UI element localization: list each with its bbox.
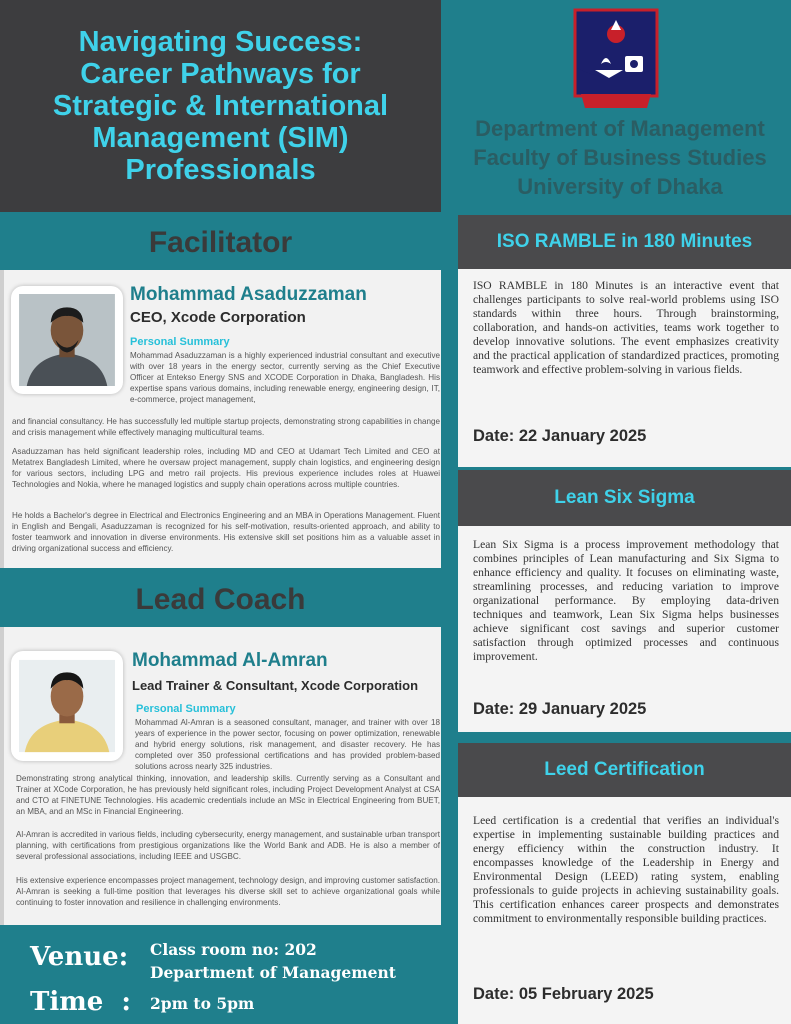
facilitator-summary-p3: He holds a Bachelor's degree in Electrical and Electronics Engineering and an MBA in Operations Management. Fluent in English and Bengali, Asaduzzaman is recognized for his self-motivation, results-oriented approach, and ability to foster teamwork and innovation in diverse environments. His extensive skill set positions him as a valuable asset in driving organizational success and efficiency. [12,511,440,553]
event-lean-six-sigma-description: Lean Six Sigma is a process improvement methodology that combines principles of Lean manufacturing and Six Sigma to enhance efficiency and quality. It focuses on eliminating waste, streamlining processes, and reducing variation to improve organizational performance. By employing data-driven techniques and teamwork, Lean Six Sigma helps businesses achieve significant cost savings and superior customer satisfaction through optimized processes and continuous improvement. [473,538,779,663]
coach-avatar-icon [19,659,115,753]
venue-department: Department of Management [150,963,396,982]
event-iso-ramble-date: Date: 22 January 2025 [473,427,647,445]
coach-summary-p3: Al-Amran is accredited in various fields, including cybersecurity, energy management, and sustainable urban transport planning, with certifications from prestigious organizations like the World Bank and ADB. He is also a member of several professional associations, including IEEE and USGBC. [16,830,440,861]
event-lean-six-sigma-title: Lean Six Sigma [458,470,791,526]
lead-coach-card [0,627,441,925]
title-line: Professionals [125,154,316,186]
coach-name: Mohammad Al-Amran [132,650,328,671]
facilitator-avatar-icon [19,294,115,386]
time-value: 2pm to 5pm [150,994,255,1013]
event-leed-title: Leed Certification [458,743,791,797]
facilitator-summary-p1: Mohammad Asaduzzaman is a highly experienced industrial consultant and executive with over 18 years in the energy sector, currently serving as the Chief Executive Officer at Entekso Energy SNS and XCODE Corporation in Dhaka, Bangladesh. His expertise spans various domains, including renewable energy, engineering design, IT, e-commerce, project management, [130,351,440,404]
venue-room: Class room no: 202 [150,940,317,959]
event-leed-description: Leed certification is a credential that verifies an individual's expertise in implementing sustainable building practices and energy efficiency within the construction industry. It encompasses knowledge of the Leadership in Energy and Environmental Design (LEED) rating system, enabling professionals to guide projects in achieving sustainability goals. This certification enhances career prospects and demonstrates commitment to environmentally responsible building practices. [473,814,779,925]
event-leed-card [458,797,791,1024]
facilitator-role: CEO, Xcode Corporation [130,309,306,326]
title-line: Career Pathways for [80,58,361,90]
event-lean-six-sigma-date: Date: 29 January 2025 [473,700,647,718]
event-iso-ramble-card [458,269,791,467]
facilitator-heading: Facilitator [148,226,293,259]
facilitator-photo-frame [11,286,123,394]
facilitator-summary-p1-tail: and financial consultancy. He has successfully led multiple startup projects, demonstrating strong capabilities in change and crisis management while effectively managing multicultural teams. [12,417,440,437]
coach-role: Lead Trainer & Consultant, Xcode Corporation [132,678,419,693]
facilitator-name: Mohammad Asaduzzaman [130,284,367,305]
title-line: Navigating Success: [78,26,363,58]
coach-photo-frame [11,651,123,761]
title-line: Management (SIM) [92,122,349,154]
faculty-name: Faculty of Business Studies [473,145,767,170]
facilitator-summary-label: Personal Summary [130,336,230,348]
event-iso-ramble-description: ISO RAMBLE in 180 Minutes is an interactive event that challenges participants to solve real-world problems using ISO standards within three hours. Through brainstorming, collaboration, and hands-on activities, teams work together to develop innovative solutions. The event emphasizes creativity and the practical application of standardized practices, promoting teamwork and effective problem-solving in various fields. [473,279,779,376]
coach-summary-p2: Demonstrating strong analytical thinking, innovation, and leadership skills. Currently serving as a Consultant and Trainer at XCode Corporation, he has previously held significant roles, including Project Development Analyst at CSA and CTO at FINETUNE Technologies. His academic credentials include an MSc in Electrical Engineering from BUET, an MBA, and an MSc in Financial Engineering. [16,774,440,816]
department-name: Department of Management [475,116,765,141]
event-iso-ramble-title: ISO RAMBLE in 180 Minutes [458,215,791,269]
title-block [0,0,441,212]
title-line: Strategic & International [52,90,389,122]
facilitator-summary-p2: Asaduzzaman has held significant leadership roles, including MD and CEO at Udamart Tech Limited and CEO at Metatrex Bangladesh Limited, where he oversaw project management, supply chain logistics, and engineering design for various sectors, including LPG and metro rail projects. His previous experience includes roles at Huawei Technologies and Nokia, where he managed logistics and supply chain operations across multiple countries. [12,447,440,489]
time-label: Time : [30,987,131,1017]
coach-summary-p4: His extensive experience encompasses project management, technology design, and improving customer satisfaction. Al-Amran is seeking a full-time position that leverages his diverse skill set to achieve organizational goals while continuing to foster innovation and resilience in challenging environments. [16,876,440,907]
facilitator-card [0,270,441,568]
coach-summary-label: Personal Summary [136,703,236,715]
university-name: University of Dhaka [517,174,723,199]
event-leed-date: Date: 05 February 2025 [473,985,654,1003]
university-logo-icon [573,8,659,112]
event-lean-six-sigma-card [458,526,791,732]
lead-coach-heading: Lead Coach [135,583,306,616]
venue-label: Venue: [30,942,129,972]
coach-summary-p1: Mohammad Al-Amran is a seasoned consultant, manager, and trainer with over 18 years of experience in the power sector, focusing on power optimization, renewable and hybrid energy solutions, risk management, and disaster recovery. He has completed over 350 professional certifications and has provided problem-based solutions across nearly 325 industries. [135,718,440,771]
